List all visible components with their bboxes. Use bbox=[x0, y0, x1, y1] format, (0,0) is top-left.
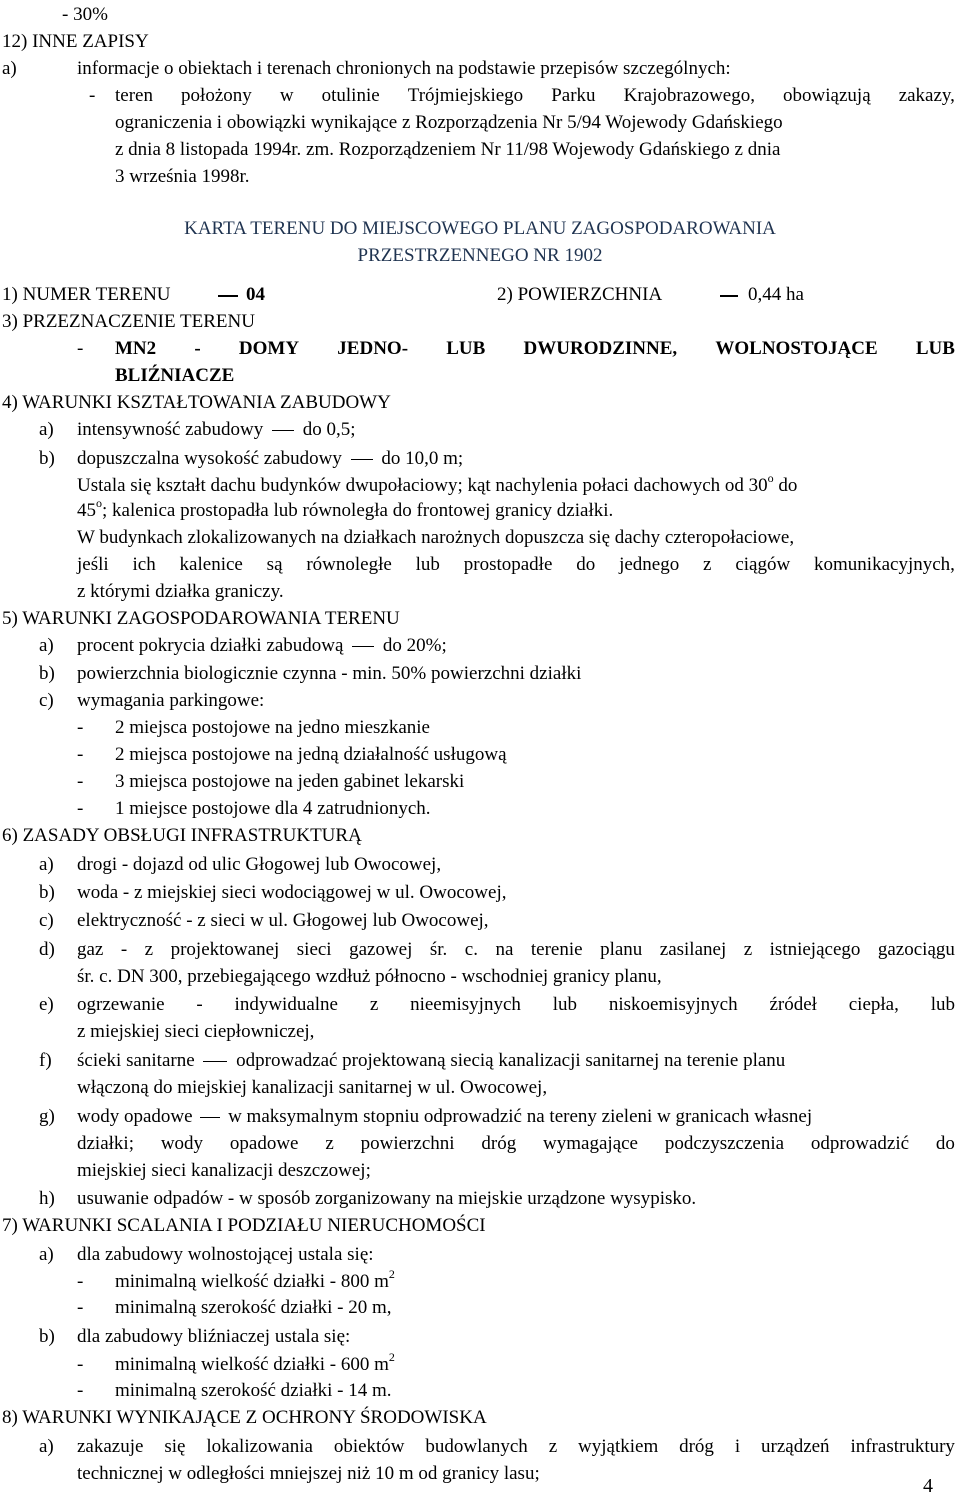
justified-line: MN2 - DOMY JEDNO- LUB DWURODZINNE, WOLNOSTOJĄCE LUB bbox=[115, 338, 955, 359]
list-marker: b) bbox=[39, 882, 55, 903]
list-marker: - bbox=[77, 1354, 84, 1375]
list-marker: b) bbox=[39, 1326, 55, 1347]
text-line: ograniczenia i obowiązki wynikające z Rozporządzenia Nr 5/94 Wojewody Gdańskiego bbox=[115, 112, 783, 133]
section-heading: 6) ZASADY OBSŁUGI INFRASTRUKTURĄ bbox=[2, 825, 362, 846]
list-marker: - bbox=[77, 338, 84, 359]
text-line: technicznej w odległości mniejszej niż 10 m od granicy lasu; bbox=[77, 1463, 540, 1484]
list-marker: - bbox=[77, 1380, 84, 1401]
list-marker: - bbox=[89, 85, 96, 106]
field-value: 0,44 ha bbox=[748, 284, 804, 305]
dash-line bbox=[218, 295, 238, 297]
list-marker: - bbox=[77, 771, 84, 792]
text-line: woda - z miejskiej sieci wodociągowej w ul. Owocowej, bbox=[77, 882, 507, 903]
text-line: usuwanie odpadów - w sposób zorganizowany na miejskie urządzone wysypisko. bbox=[77, 1188, 697, 1209]
list-marker: - bbox=[77, 1297, 84, 1318]
list-marker: f) bbox=[39, 1050, 52, 1071]
text-line: BLIŹNIACZE bbox=[115, 365, 235, 386]
section-heading: 3) PRZEZNACZENIE TERENU bbox=[2, 311, 255, 332]
text-line: 3 miejsca postojowe na jeden gabinet lekarski bbox=[115, 771, 465, 792]
list-marker: - bbox=[77, 798, 84, 819]
justified-line: jeśli ich kalenice są równoległe lub prostopadłe do jednego z ciągów komunikacyjnych, bbox=[77, 554, 955, 575]
text-line: 2 miejsca postojowe na jedną działalność usługową bbox=[115, 744, 507, 765]
list-marker: a) bbox=[39, 1244, 54, 1265]
text-line: drogi - dojazd od ulic Głogowej lub Owocowej, bbox=[77, 854, 442, 875]
document-subtitle: PRZESTRZENNEGO NR 1902 bbox=[357, 245, 603, 266]
text-line: minimalną wielkość działki - 800 $m^2$ bbox=[115, 1267, 395, 1292]
list-marker: a) bbox=[39, 419, 54, 440]
section-heading: 12) INNE ZAPISY bbox=[2, 31, 149, 52]
text-line: elektryczność - z sieci w ul. Głogowej lub Owocowej, bbox=[77, 910, 489, 931]
list-marker: a) bbox=[39, 854, 54, 875]
justified-line: zakazuje się lokalizowania obiektów budowlanych z wyjątkiem dróg i urządzeń infrastruktury bbox=[77, 1436, 955, 1457]
text-line: śr. c. DN 300, przebiegającego wzdłuż północno - wschodniej granicy planu, bbox=[77, 966, 662, 987]
text-line: wody opadowe w maksymalnym stopniu odprowadzić na tereny zieleni w granicach własnej bbox=[77, 1106, 813, 1127]
text-line: 45$^o$; kalenica prostopadła lub równoległa do frontowej granicy działki. bbox=[77, 496, 614, 521]
text-line: minimalną szerokość działki - 14 m. bbox=[115, 1380, 392, 1401]
section-heading: 5) WARUNKI ZAGOSPODAROWANIA TERENU bbox=[2, 608, 400, 629]
list-marker: c) bbox=[39, 910, 54, 931]
text-line: 3 września 1998r. bbox=[115, 166, 250, 187]
list-marker: h) bbox=[39, 1188, 55, 1209]
list-marker: a) bbox=[39, 1436, 54, 1457]
justified-line: gaz - z projektowanej sieci gazowej śr. c. na terenie planu zasilanej z istniejącego gazociągu bbox=[77, 939, 955, 960]
section-heading: 8) WARUNKI WYNIKAJĄCE Z OCHRONY ŚRODOWISKA bbox=[2, 1407, 487, 1428]
text-line: dla zabudowy wolnostojącej ustala się: bbox=[77, 1244, 374, 1265]
text-line: informacje o obiektach i terenach chronionych na podstawie przepisów szczególnych: bbox=[77, 58, 731, 79]
text-line: 1 miejsce postojowe dla 4 zatrudnionych. bbox=[115, 798, 431, 819]
text-line: intensywność zabudowy do 0,5; bbox=[77, 419, 356, 440]
list-marker: g) bbox=[39, 1106, 55, 1127]
text-line: Ustala się kształt dachu budynków dwupołaciowy; kąt nachylenia połaci dachowych od 30$^o$ do bbox=[77, 471, 798, 496]
text-line: powierzchnia biologicznie czynna - min. 50% powierzchni działki bbox=[77, 663, 582, 684]
list-marker: d) bbox=[39, 939, 55, 960]
list-marker: e) bbox=[39, 994, 54, 1015]
field-label: 2) POWIERZCHNIA bbox=[497, 284, 663, 305]
text-line: W budynkach zlokalizowanych na działkach narożnych dopuszcza się dachy czteropołaciowe, bbox=[77, 527, 795, 548]
text-line: minimalną wielkość działki - 600 $m^2$ bbox=[115, 1350, 395, 1375]
list-marker: c) bbox=[39, 690, 54, 711]
text-line: z miejskiej sieci ciepłowniczej, bbox=[77, 1021, 315, 1042]
text-line: włączoną do miejskiej kanalizacji sanitarnej w ul. Owocowej, bbox=[77, 1077, 548, 1098]
list-marker: b) bbox=[39, 663, 55, 684]
text-line: 2 miejsca postojowe na jedno mieszkanie bbox=[115, 717, 430, 738]
text-line: dopuszczalna wysokość zabudowy do 10,0 m; bbox=[77, 448, 464, 469]
list-marker: a) bbox=[2, 58, 17, 79]
field-label: 1) NUMER TERENU bbox=[2, 284, 171, 305]
text-line: dla zabudowy bliźniaczej ustala się: bbox=[77, 1326, 351, 1347]
text-line: ścieki sanitarne odprowadzać projektowaną siecią kanalizacji sanitarnej na terenie planu bbox=[77, 1050, 786, 1071]
section-heading: 4) WARUNKI KSZTAŁTOWANIA ZABUDOWY bbox=[2, 392, 391, 413]
section-heading: 7) WARUNKI SCALANIA I PODZIAŁU NIERUCHOMOŚCI bbox=[2, 1215, 486, 1236]
list-marker: b) bbox=[39, 448, 55, 469]
justified-line: teren położony w otulinie Trójmiejskiego Parku Krajobrazowego, obowiązują zakazy, bbox=[115, 85, 955, 106]
dash-line bbox=[720, 295, 738, 297]
document-title: KARTA TERENU DO MIEJSCOWEGO PLANU ZAGOSPODAROWANIA bbox=[184, 218, 776, 239]
justified-line: ogrzewanie - indywidualne z nieemisyjnych lub niskoemisyjnych źródeł ciepła, lub bbox=[77, 994, 955, 1015]
field-value: 04 bbox=[246, 284, 265, 305]
text-line: z dnia 8 listopada 1994r. zm. Rozporządzeniem Nr 11/98 Wojewody Gdańskiego z dnia bbox=[115, 139, 781, 160]
list-marker: - bbox=[77, 1271, 84, 1292]
text-line: minimalną szerokość działki - 20 m, bbox=[115, 1297, 392, 1318]
list-marker: a) bbox=[39, 635, 54, 656]
list-marker: - bbox=[77, 744, 84, 765]
text-line: procent pokrycia działki zabudową do 20%; bbox=[77, 635, 447, 656]
text-line: wymagania parkingowe: bbox=[77, 690, 265, 711]
text-line: z którymi działka graniczy. bbox=[77, 581, 284, 602]
list-marker: - bbox=[77, 717, 84, 738]
text-line: miejskiej sieci kanalizacji deszczowej; bbox=[77, 1160, 371, 1181]
text-line: - 30% bbox=[62, 4, 108, 25]
page-number: 4 bbox=[923, 1475, 933, 1497]
justified-line: działki; wody opadowe z powierzchni dróg wymagające podczyszczenia odprowadzić do bbox=[77, 1133, 955, 1154]
